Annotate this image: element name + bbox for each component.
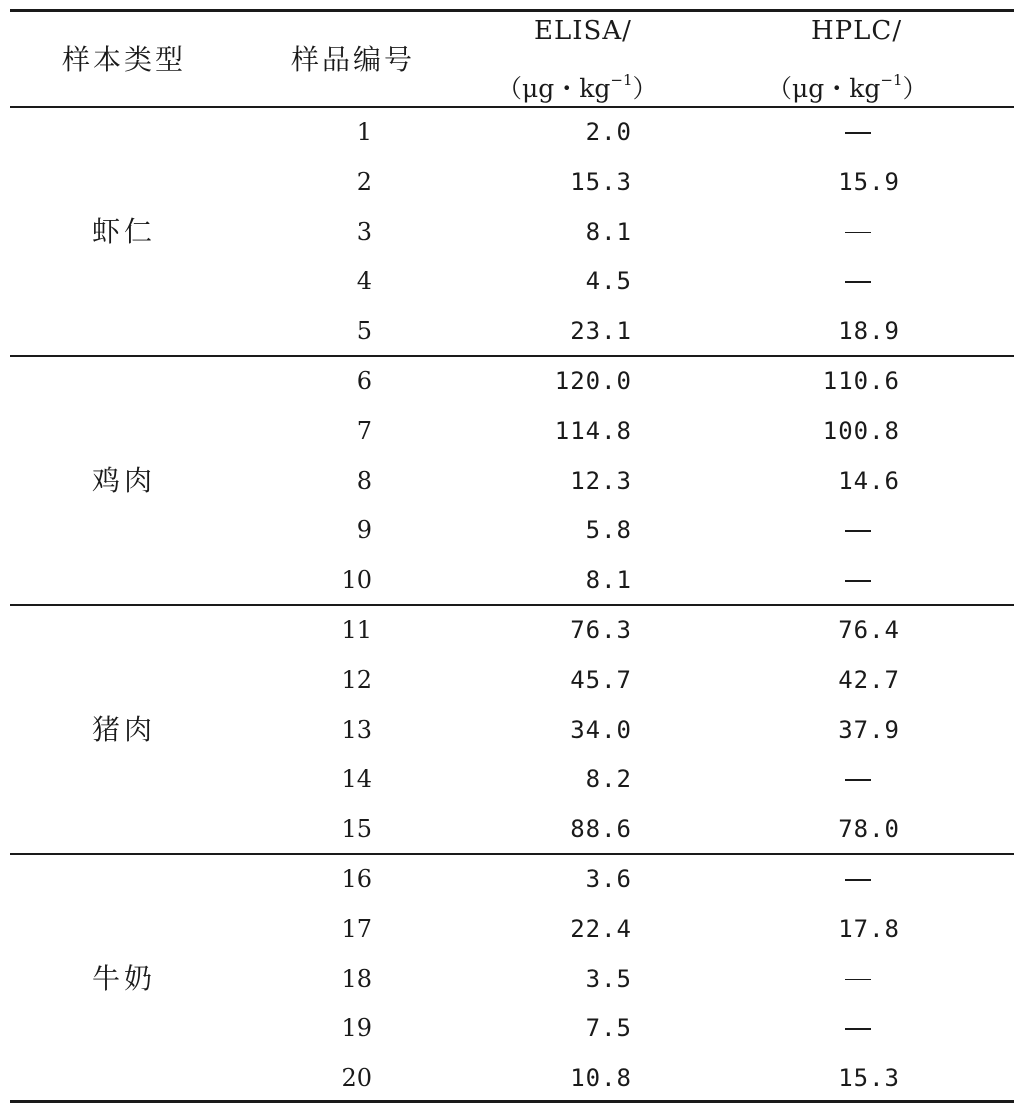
elisa-value-cell: 22.4 [570,914,632,943]
header-hplc-unit [767,71,928,103]
elisa-value-cell: 8.1 [585,566,632,595]
hplc-value-cell: 15.3 [838,1064,900,1093]
sample-number-cell: 18 [341,964,372,993]
elisa-value-cell: 8.1 [585,217,632,246]
group-divider-rule [10,604,1014,606]
elisa-value-cell: 5.8 [585,516,632,545]
hplc-unit-exponent: −1 [880,71,903,89]
hplc-value-cell: 14.6 [838,466,900,495]
hplc-unit-close: ） [902,74,928,103]
sample-number-cell: 8 [356,466,372,495]
hplc-not-detected-dash [845,879,871,881]
elisa-value-cell: 12.3 [570,466,632,495]
hplc-not-detected-dash [845,1028,871,1030]
hplc-value-cell: 17.8 [838,914,900,943]
header-elisa: ELISA/ [534,16,632,46]
hplc-unit-text: （μg・kg [767,74,881,103]
header-sample-no: 样品编号 [291,43,416,76]
sample-number-cell: 1 [356,118,372,146]
sample-type-label: 牛奶 [92,961,157,995]
sample-type-label: 虾仁 [92,214,157,248]
elisa-value-cell: 3.6 [585,865,632,893]
elisa-value-cell: 76.3 [570,616,632,644]
sample-number-cell: 11 [341,616,372,644]
hplc-not-detected-dash [845,779,871,781]
elisa-unit-text: （μg・kg [497,74,611,103]
hplc-not-detected-dash [845,132,871,134]
sample-number-cell: 5 [356,317,372,346]
sample-number-cell: 19 [341,1014,372,1043]
group-divider-rule [10,355,1014,357]
sample-number-cell: 3 [356,217,372,246]
table-bottom-rule [10,1100,1014,1103]
sample-number-cell: 12 [341,665,372,694]
header-elisa-unit [497,71,658,103]
hplc-value-cell: 100.8 [822,416,900,445]
hplc-not-detected-dash [845,979,871,981]
sample-number-cell: 14 [341,765,372,794]
elisa-value-cell: 34.0 [570,715,632,744]
hplc-value-cell: 18.9 [838,317,900,346]
elisa-value-cell: 45.7 [570,665,632,694]
table-header-rule [10,106,1014,108]
hplc-value-cell: 42.7 [838,665,900,694]
elisa-value-cell: 7.5 [585,1014,632,1043]
sample-number-cell: 4 [356,267,372,296]
elisa-value-cell: 4.5 [585,267,632,296]
elisa-unit-close: ） [632,74,658,103]
hplc-value-cell: 37.9 [838,715,900,744]
hplc-not-detected-dash [845,232,871,234]
elisa-value-cell: 3.5 [585,964,632,993]
elisa-value-cell: 10.8 [570,1064,632,1093]
sample-number-cell: 15 [341,815,372,844]
elisa-value-cell: 8.2 [585,765,632,794]
sample-number-cell: 6 [356,367,372,395]
hplc-value-cell: 110.6 [822,367,900,395]
group-divider-rule [10,853,1014,855]
hplc-not-detected-dash [845,580,871,582]
sample-type-label: 鸡肉 [92,463,157,497]
sample-number-cell: 10 [341,566,372,595]
hplc-value-cell: 78.0 [838,815,900,844]
elisa-value-cell: 15.3 [570,167,632,196]
hplc-not-detected-dash [845,281,871,283]
elisa-unit-exponent: −1 [610,71,633,89]
sample-number-cell: 7 [356,416,372,445]
sample-number-cell: 17 [341,914,372,943]
header-hplc: HPLC/ [811,16,903,46]
elisa-value-cell: 2.0 [585,118,632,146]
elisa-value-cell: 88.6 [570,815,632,844]
sample-number-cell: 13 [341,715,372,744]
hplc-value-cell: 76.4 [838,616,900,644]
hplc-not-detected-dash [845,530,871,532]
elisa-value-cell: 114.8 [554,416,632,445]
elisa-value-cell: 120.0 [554,367,632,395]
sample-number-cell: 2 [356,167,372,196]
hplc-value-cell: 15.9 [838,167,900,196]
sample-number-cell: 9 [356,516,372,545]
sample-number-cell: 20 [341,1064,372,1093]
sample-number-cell: 16 [341,865,372,893]
header-sample-type: 样本类型 [62,43,187,76]
elisa-value-cell: 23.1 [570,317,632,346]
table-top-rule [10,9,1014,12]
sample-type-label: 猪肉 [92,712,157,746]
